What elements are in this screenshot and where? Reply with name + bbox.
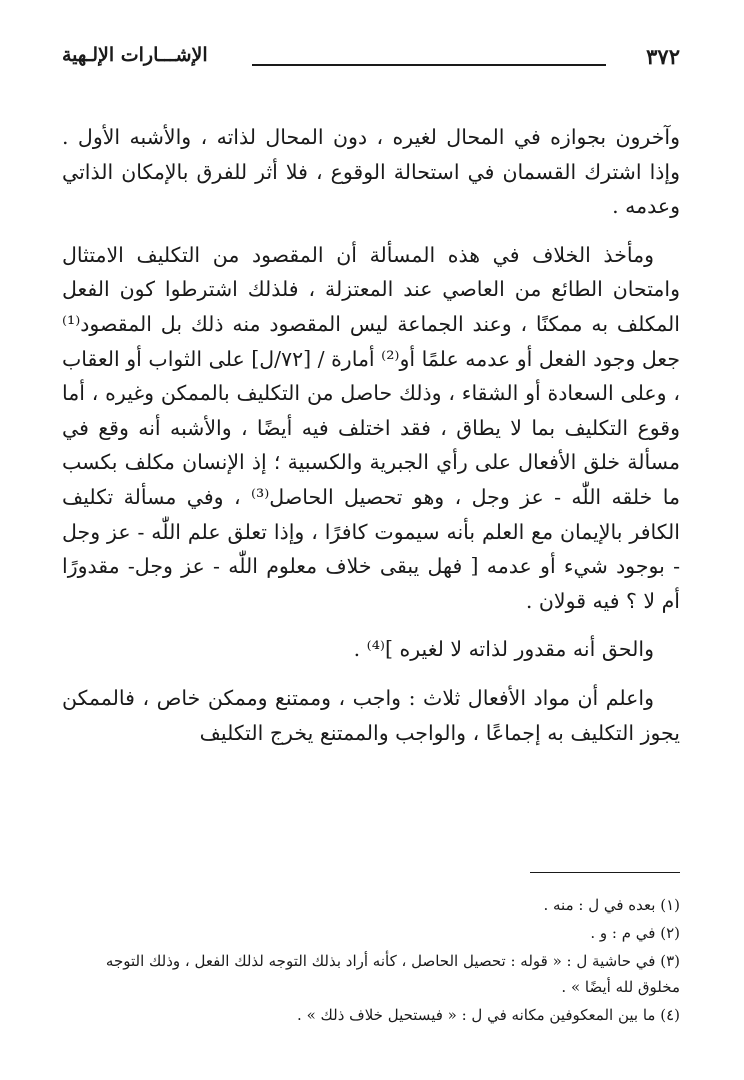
paragraph: والحق أنه مقدور لذاته لا لغيره ]⁽⁴⁾ . — [353, 637, 654, 662]
footnote-separator — [530, 872, 680, 873]
footnote: (٣) في حاشية ل : « قوله : تحصيل الحاصل ، كأنه أراد بذلك التوجه لذلك الفعل ، وذلك التوجه مخلوق لله أيضًا » . — [105, 952, 680, 996]
paragraph: ومأخذ الخلاف في هذه المسألة أن المقصود من التكليف الامتثال وامتحان الطائع من العاصي عند المعتزلة ، فلذلك اشترطوا كون الفعل المكلف به ممكنًا ، وعند الجماعة ليس المقصود منه ذلك بل المقصود⁽¹⁾ جعل وجود الفعل أو عدمه علمًا أو⁽²⁾ أمارة / [٧٢/ل] على الثواب أو العقاب ، وعلى السعادة أو الشقاء ، وذلك حاصل من التكليف بالممكن وغيره ، أما وقوع التكليف بما لا يطاق ، فقد اختلف فيه أيضًا ، والأشبه أنه وقع في مسألة خلق الأفعال على رأي الجبرية والكسبية ؛ إذ الإنسان مكلف بكسب ما خلقه اللّٰه - عز وجل ، وهو تحصيل الحاصل⁽³⁾ ، وفي مسألة تكليف الكافر بالإيمان مع العلم بأنه سيموت كافرًا ، وإذا تعلق علم اللّٰه - عز وجل - بوجود شيء أو عدمه [ فهل يبقى خلاف معلوم اللّٰه - عز وجل- مقدورًا أم لا ؟ فيه قولان . — [62, 242, 680, 613]
running-title: الإشـــارات الإلـهية — [62, 44, 208, 66]
paragraph: واعلم أن مواد الأفعال ثلاث : واجب ، وممتنع وممكن خاص ، فالممكن يجوز التكليف به إجماعًا ، والواجب والممتنع يخرج التكليف — [62, 685, 680, 745]
footnote: (٢) في م : و . — [590, 924, 680, 942]
paragraph: وآخرون بجوازه في المحال لغيره ، دون المحال لذاته ، والأشبه الأول . وإذا اشترك القسمان في استحالة الوقوع ، فلا أثر للفرق بالإمكان الذاتي وعدمه . — [62, 125, 680, 219]
book-page — [62, 40, 680, 764]
footnotes — [62, 892, 680, 1030]
header-rule — [252, 64, 606, 66]
main-text — [62, 120, 680, 750]
footnote: (٤) ما بين المعكوفين مكانه في ل : « فيستحيل خلاف ذلك » . — [297, 1006, 680, 1024]
page-header — [62, 40, 680, 88]
page-number: ٣٧٢ — [646, 44, 680, 69]
footnote: (١) بعده في ل : منه . — [543, 896, 680, 914]
